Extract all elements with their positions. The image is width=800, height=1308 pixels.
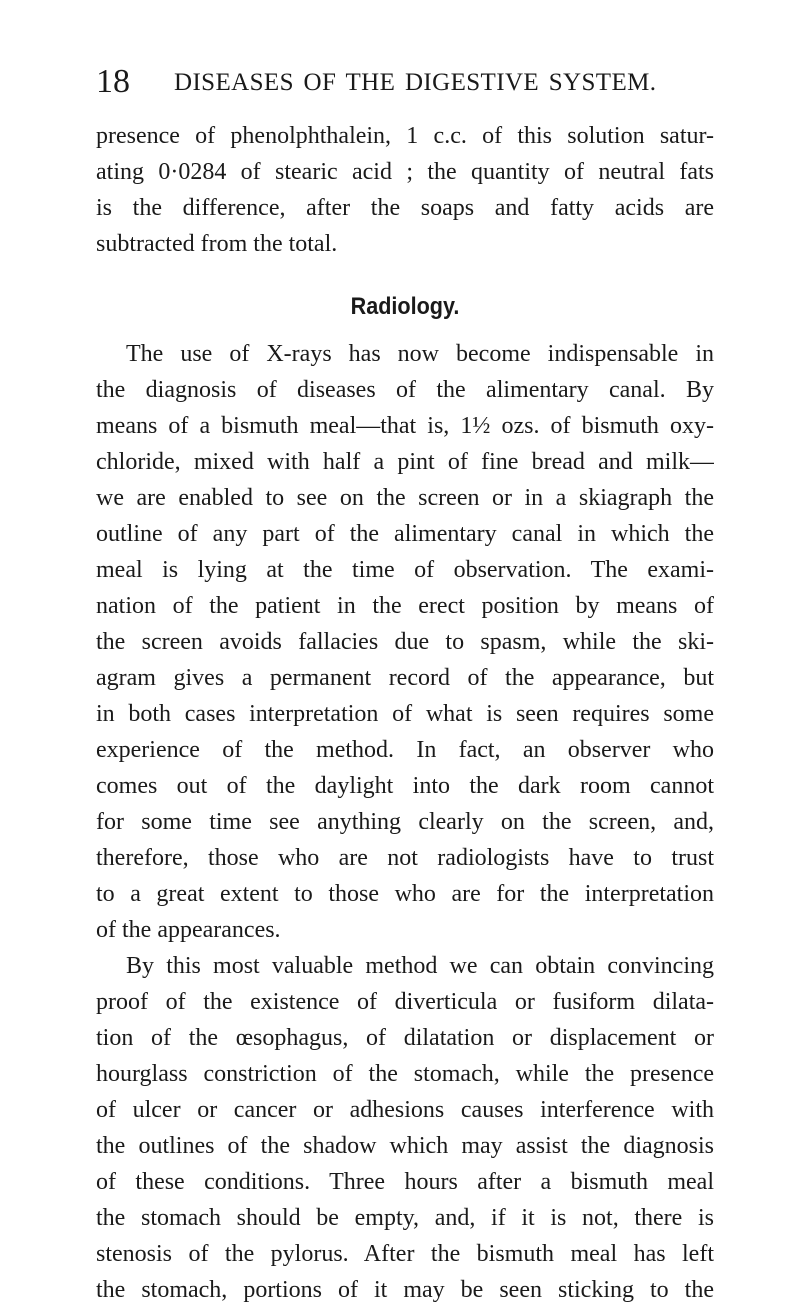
text-line: outline of any part of the alimentary canal in which the bbox=[96, 521, 714, 547]
text-line: the stomach should be empty, and, if it is not, there is bbox=[96, 1205, 714, 1231]
intro-paragraph bbox=[96, 118, 714, 262]
text-line: By this most valuable method we can obtain convincing bbox=[126, 953, 714, 979]
text-line: therefore, those who are not radiologists have to trust bbox=[96, 845, 714, 871]
text-line: for some time see anything clearly on the screen, and, bbox=[96, 809, 714, 835]
section-heading: Radiology. bbox=[350, 293, 460, 320]
text-line: proof of the existence of diverticula or fusiform dilata- bbox=[96, 989, 714, 1015]
text-line: the diagnosis of diseases of the alimentary canal. By bbox=[96, 377, 714, 403]
text-line: experience of the method. In fact, an observer who bbox=[96, 737, 714, 763]
text-line: of the appearances. bbox=[96, 917, 281, 943]
text-line: presence of phenolphthalein, 1 c.c. of this solution satur- bbox=[96, 123, 714, 149]
text-line: the screen avoids fallacies due to spasm, while the ski- bbox=[96, 629, 714, 655]
text-line: in both cases interpretation of what is seen requires some bbox=[96, 701, 714, 727]
paragraph-bismuth-method bbox=[96, 948, 714, 1308]
text-line: to a great extent to those who are for the interpretation bbox=[96, 881, 714, 907]
page-number: 18 bbox=[96, 63, 130, 100]
text-line: means of a bismuth meal—that is, 1½ ozs. of bismuth oxy- bbox=[96, 413, 714, 439]
text-line: the stomach, portions of it may be seen sticking to the bbox=[96, 1277, 714, 1303]
text-line: agram gives a permanent record of the appearance, but bbox=[96, 665, 714, 691]
text-line: hourglass constriction of the stomach, while the presence bbox=[96, 1061, 714, 1087]
text-line: chloride, mixed with half a pint of fine bread and milk— bbox=[96, 449, 714, 475]
text-line: subtracted from the total. bbox=[96, 231, 338, 257]
running-title: DISEASES OF THE DIGESTIVE SYSTEM. bbox=[174, 69, 657, 96]
text-line: meal is lying at the time of observation. The exami- bbox=[96, 557, 714, 583]
text-line: comes out of the daylight into the dark room cannot bbox=[96, 773, 714, 799]
text-line: ating 0·0284 of stearic acid ; the quantity of neutral fats bbox=[96, 159, 714, 185]
text-line: we are enabled to see on the screen or in a skiagraph the bbox=[96, 485, 714, 511]
paragraph-xrays bbox=[96, 336, 714, 948]
text-line: stenosis of the pylorus. After the bismuth meal has left bbox=[96, 1241, 714, 1267]
running-head bbox=[96, 62, 736, 102]
text-line: of these conditions. Three hours after a bismuth meal bbox=[96, 1169, 714, 1195]
text-line: nation of the patient in the erect position by means of bbox=[96, 593, 714, 619]
text-line: the outlines of the shadow which may assist the diagnosis bbox=[96, 1133, 714, 1159]
text-line: tion of the œsophagus, of dilatation or displacement or bbox=[96, 1025, 714, 1051]
text-line: The use of X-rays has now become indispensable in bbox=[126, 341, 714, 367]
text-line: of ulcer or cancer or adhesions causes interference with bbox=[96, 1097, 714, 1123]
text-line: is the difference, after the soaps and fatty acids are bbox=[96, 195, 714, 221]
